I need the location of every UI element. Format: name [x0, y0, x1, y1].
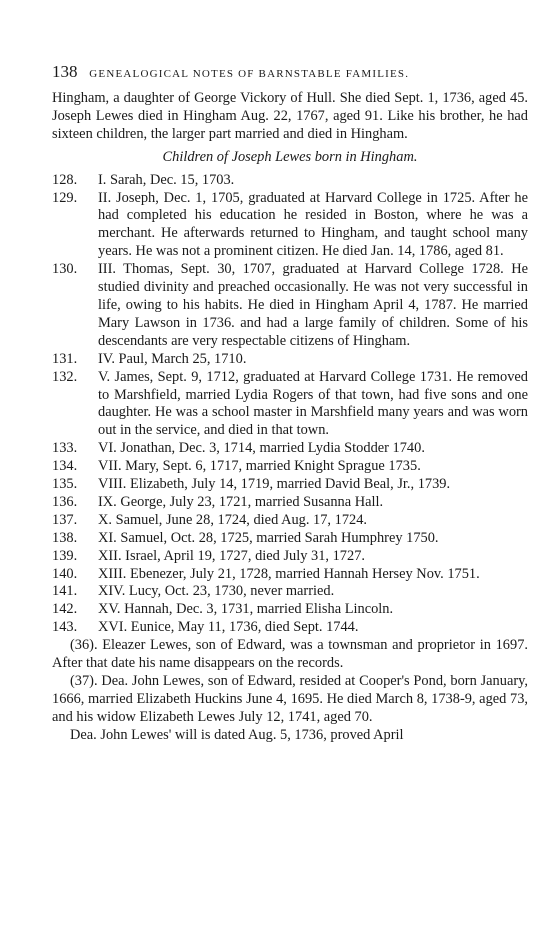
entry-number: 133.: [52, 440, 78, 457]
children-list: [52, 172, 528, 638]
entry-text: IX. George, July 23, 1721, married Susanna Hall.: [98, 493, 384, 510]
child-entry: [52, 369, 528, 441]
entry-text: V. James, Sept. 9, 1712, graduated at Harvard College 1731. He removed to Marshfield, married Lydia Rogers of that town, had five sons and one daughter. He was a school master in Marshfield many years and was worn out in the service, and died in that town.: [98, 368, 528, 439]
child-entry: [52, 440, 528, 458]
child-entry: [52, 566, 528, 584]
children-subheading: Children of Joseph Lewes born in Hingham.: [162, 148, 418, 165]
page-body: [52, 90, 528, 745]
child-entry: [52, 458, 528, 476]
entry-text: VI. Jonathan, Dec. 3, 1714, married Lydia Stodder 1740.: [98, 440, 425, 457]
entry-text: X. Samuel, June 28, 1724, died Aug. 17, 1724.: [98, 511, 368, 528]
child-entry: [52, 190, 528, 262]
entry-text: VII. Mary, Sept. 6, 1717, married Knight Sprague 1735.: [98, 458, 421, 475]
entry-text: IV. Paul, March 25, 1710.: [98, 350, 247, 367]
entry-number: 140.: [52, 565, 78, 582]
entry-text: VIII. Elizabeth, July 14, 1719, married David Beal, Jr., 1739.: [98, 476, 451, 493]
entry-number: 138.: [52, 529, 78, 546]
entry-number: 137.: [52, 511, 78, 528]
entry-text: XI. Samuel, Oct. 28, 1725, married Sarah Humphrey 1750.: [98, 529, 439, 546]
entry-number: 143.: [52, 619, 78, 636]
child-entry: [52, 583, 528, 601]
entry-number: 136.: [52, 493, 78, 510]
child-entry: [52, 619, 528, 637]
child-entry: [52, 494, 528, 512]
entry-text: II. Joseph, Dec. 1, 1705, graduated at Harvard College in 1725. After he had completed his education he resided in Boston, where he was a merchant. He afterwards returned to Hingham, and taught school many years. He was not a prominent citizen. He died Jan. 14, 1786, aged 81.: [98, 189, 528, 260]
running-title: GENEALOGICAL NOTES OF BARNSTABLE FAMILIES.: [89, 68, 410, 80]
entry-number: 141.: [52, 583, 78, 600]
entry-text: I. Sarah, Dec. 15, 1703.: [98, 171, 235, 188]
entry-text: XIII. Ebenezer, July 21, 1728, married Hannah Hersey Nov. 1751.: [98, 565, 480, 582]
intro-paragraph: Hingham, a daughter of George Vickory of Hull. She died Sept. 1, 1736, aged 45. Joseph Lewes died in Hingham Aug. 22, 1767, aged 91. Like his brother, he had sixteen children, the larger part married and died in Hingham.: [52, 90, 528, 142]
entry-text: XVI. Eunice, May 11, 1736, died Sept. 1744.: [98, 619, 359, 636]
page-header: [52, 62, 512, 82]
paragraph-will: Dea. John Lewes' will is dated Aug. 5, 1736, proved April: [70, 726, 404, 743]
entry-number: 134.: [52, 458, 78, 475]
entry-text: XII. Israel, April 19, 1727, died July 31, 1727.: [98, 547, 365, 564]
entry-number: 129.: [52, 189, 78, 206]
child-entry: [52, 261, 528, 351]
child-entry: [52, 476, 528, 494]
entry-text: XV. Hannah, Dec. 3, 1731, married Elisha Lincoln.: [98, 601, 394, 618]
entry-number: 139.: [52, 547, 78, 564]
paragraph-eleazer-lewes: (36). Eleazer Lewes, son of Edward, was a townsman and proprietor in 1697. After that date his name disappears on the records.: [52, 637, 528, 672]
child-entry: [52, 512, 528, 530]
paragraph-john-lewes: (37). Dea. John Lewes, son of Edward, resided at Cooper's Pond, born January, 1666, married Elizabeth Huckins June 4, 1695. He died March 8, 1738-9, aged 73, and his widow Elizabeth Lewes July 12, 1741, aged 70.: [52, 673, 528, 725]
entry-text: III. Thomas, Sept. 30, 1707, graduated at Harvard College 1728. He studied divinity and preached occasionally. He was not very successful in life, owing to his habits. He died in Hingham April 4, 1787. He married Mary Lawson in 1736. and had a large family of children. Some of his descendants are very respectable citizens of Hingham.: [98, 261, 528, 349]
entry-text: XIV. Lucy, Oct. 23, 1730, never married.: [98, 583, 335, 600]
entry-number: 128.: [52, 171, 78, 188]
page-number: 138: [52, 62, 78, 81]
entry-number: 135.: [52, 476, 78, 493]
entry-number: 142.: [52, 601, 78, 618]
entry-number: 131.: [52, 350, 78, 367]
child-entry: [52, 172, 528, 190]
child-entry: [52, 548, 528, 566]
child-entry: [52, 601, 528, 619]
child-entry: [52, 351, 528, 369]
child-entry: [52, 530, 528, 548]
entry-number: 130.: [52, 261, 78, 278]
entry-number: 132.: [52, 368, 78, 385]
